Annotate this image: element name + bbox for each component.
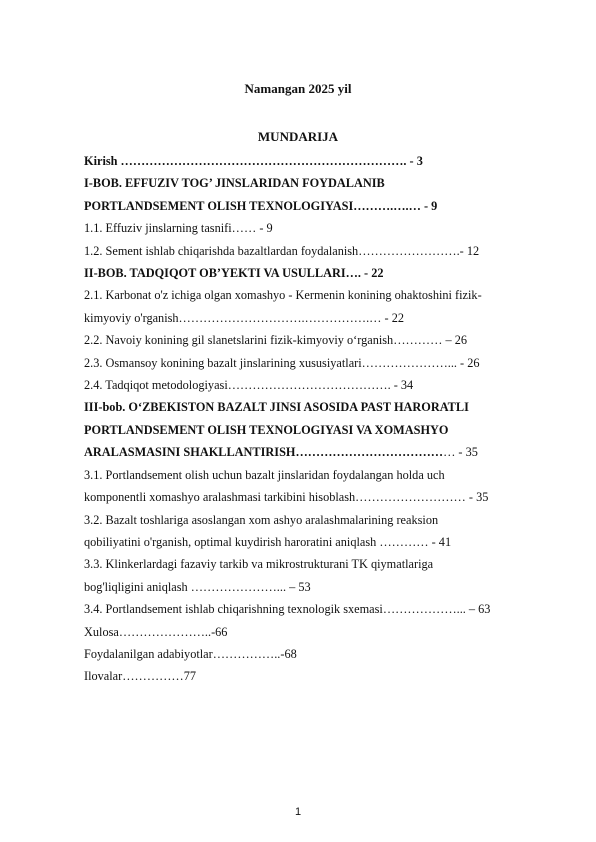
toc-entry: 3.3. Klinkerlardagi fazaviy tarkib va mikrostrukturani TK qiymatlariga — [84, 557, 434, 572]
toc-entry: Kirish ……………………………………………………………. - 3 — [84, 154, 423, 168]
toc-entry: 2.3. Osmansoy konining bazalt jinslarining xususiyatlari…………………... - 26 — [84, 355, 480, 370]
toc-entry: 3.4. Portlandsement ishlab chiqarishning texnologik sxemasi………………... – 63 — [84, 602, 491, 617]
toc-entry: 3.2. Bazalt toshlariga asoslangan xom ashyo aralashmalarining reaksion — [84, 512, 439, 527]
table-of-contents — [84, 150, 564, 688]
toc-entry: Foydalanilgan adabiyotlar……………..-68 — [84, 646, 297, 661]
toc-entry: PORTLANDSEMENT OLISH TEXNOLOGIYASI VA XOMASHYO — [84, 422, 449, 437]
toc-entry: qobiliyatini o'rganish, optimal kuydirish haroratini aniqlash ………… - 41 — [84, 534, 452, 549]
toc-entry: III-bob. O‘ZBEKISTON BAZALT JINSI ASOSIDA PAST HARORATLI — [84, 400, 469, 415]
toc-entry: Ilovalar……………77 — [84, 669, 197, 684]
toc-entry: PORTLANDSEMENT OLISH TEXNOLOGIYASI……….….… - 9 — [84, 198, 438, 213]
toc-entry: ARALASMASINI SHAKLLANTIRISH………………………………… - 35 — [84, 445, 478, 460]
toc-entry: bog'liqligini aniqlash …………………... – 53 — [84, 579, 311, 594]
toc-entry: I-BOB. EFFUZIV TOG’ JINSLARIDAN FOYDALANIB — [84, 176, 385, 191]
toc-entry: II-BOB. TADQIQOT OB’YEKTI VA USULLARI…. - 22 — [84, 266, 384, 281]
toc-entry: 1.1. Effuziv jinslarning tasnifi…… - 9 — [84, 221, 273, 236]
toc-entry: 2.2. Navoiy konining gil slanetslarini fizik-kimyoviy o‘rganish………… – 26 — [84, 333, 467, 348]
toc-entry: 1.2. Sement ishlab chiqarishda bazaltlardan foydalanish…………………….- 12 — [84, 243, 480, 258]
toc-entry: Xulosa…………………..-66 — [84, 624, 228, 639]
header-city-year: Namangan 2025 yil — [244, 81, 352, 96]
toc-entry: komponentli xomashyo aralashmasi tarkibini hisoblash……………………… - 35 — [84, 490, 489, 505]
page-number: 1 — [294, 806, 302, 818]
toc-entry: 2.4. Tadqiqot metodologiyasi…………………………………. - 34 — [84, 378, 414, 393]
page-title: MUNDARIJA — [257, 129, 339, 144]
toc-entry: kimyoviy o'rganish………………………….…………….… - 22 — [84, 310, 404, 325]
toc-entry: 3.1. Portlandsement olish uchun bazalt jinslaridan foydalangan holda uch — [84, 467, 445, 482]
toc-entry: 2.1. Karbonat o'z ichiga olgan xomashyo - Kermenin konining ohaktoshini fizik- — [84, 288, 482, 303]
